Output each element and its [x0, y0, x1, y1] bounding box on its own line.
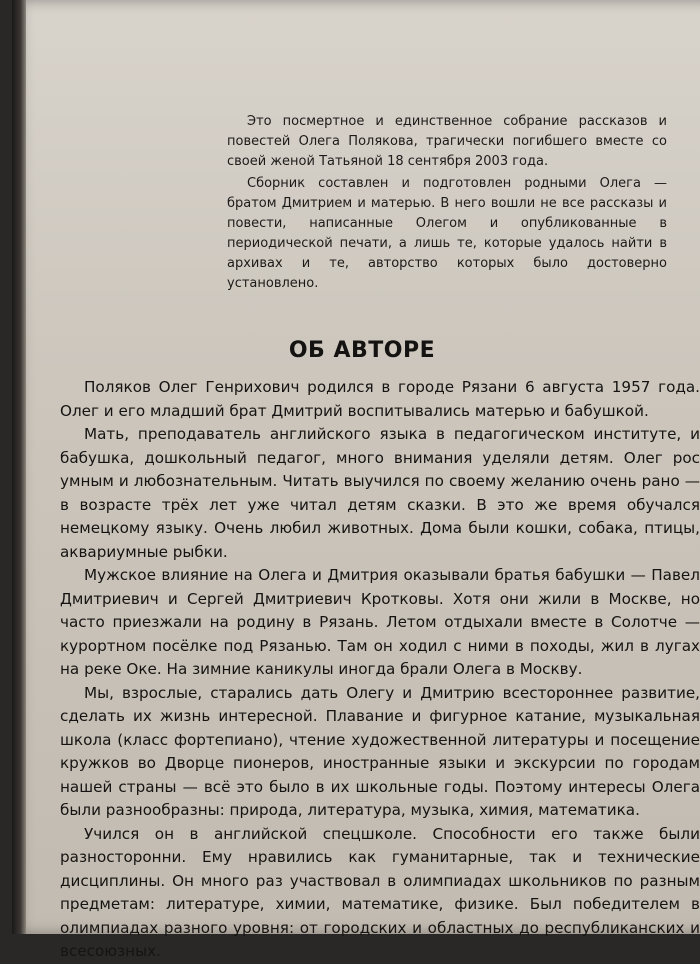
note-paragraph-2: Сборник составлен и подготовлен родными Олега — братом Дмитрием и матерью. В него вошли не все рассказы и повести, написанные Олегом и опубликованные в периодической печати, а лишь те, которые удалось найти в архивах и те, авторство которых было достоверно установлено. — [227, 176, 667, 291]
note-paragraph-1: Это посмертное и единственное собрание рассказов и повестей Олега Полякова, трагически погибшего вместе со своей женой Татьяной 18 сентября 2003 года. — [227, 114, 667, 169]
body-paragraph: Мужское влияние на Олега и Дмитрия оказывали братья бабушки — Павел Дмитриевич и Сергей Дмитриевич Кротковы. Хотя они жили в Москве, но часто приезжали на родину в Рязань. Летом отдыхали вместе в Солотче — курортном посёлке под Рязанью. Там он ходил с ними в походы, жил в лугах на реке Оке. На зимние каникулы иногда брали Олега в Москву. — [60, 566, 700, 678]
section-body — [60, 376, 700, 964]
body-paragraph: Учился он в английской спецшколе. Способности его также были разносторонни. Ему нравились как гуманитарные, так и технические дисциплины. Он много раз участвовал в олимпиадах школьников по разным предметам: литературе, химии, математике, физике. Был победителем в олимпиадах разного уровня: от городских и областных до республиканских и всесоюзных. — [60, 824, 700, 960]
body-paragraph: Поляков Олег Генрихович родился в городе Рязани 6 августа 1957 года. Олег и его младший брат Дмитрий воспитывались матерью и бабушкой. — [60, 378, 700, 420]
body-paragraph: Мы, взрослые, старались дать Олегу и Дмитрию всестороннее развитие, сделать их жизнь интересной. Плавание и фигурное катание, музыкальная школа (класс фортепиано), чтение художественной литературы и посещение кружков во Дворце пионеров, иностранные языки и экскурсии по городам нашей страны — всё это было в их школьные годы. Поэтому интересы Олега были разнообразны: природа, литература, музыка, химия, математика. — [60, 683, 700, 819]
book-spine — [12, 0, 26, 934]
section-title: ОБ АВТОРЕ — [288, 338, 436, 363]
book-page — [12, 0, 700, 960]
editorial-note — [227, 112, 667, 294]
body-paragraph: Мать, преподаватель английского языка в педагогическом институте, и бабушка, дошкольный педагог, много внимания уделяли детям. Олег рос умным и любознательным. Читать выучился по своему желанию очень рано — в возрасте трёх лет уже читал детям сказки. В это же время обучался немецкому языку. Очень любил животных. Дома были кошки, собака, птицы, аквариумные рыбки. — [60, 425, 700, 561]
